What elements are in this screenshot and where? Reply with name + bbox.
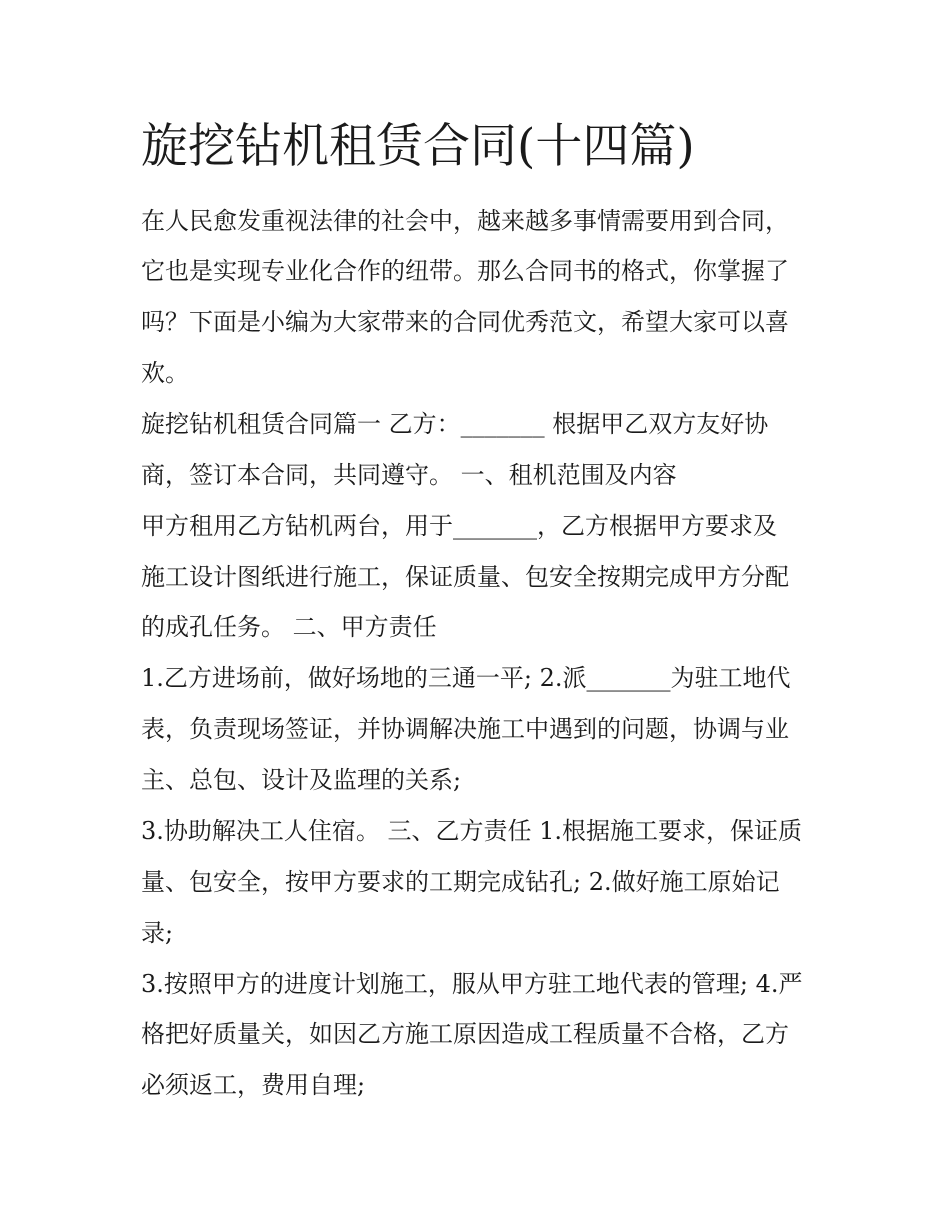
document-title: 旋挖钻机租赁合同(十四篇) [141,119,695,174]
body-line: 甲方租用乙方钻机两台，用于_______，乙方根据甲方要求及 [141,512,777,540]
body-line: 必须返工，费用自理; [141,1071,366,1099]
body-line: 它也是实现专业化合作的纽带。那么合同书的格式，你掌握了 [141,257,789,285]
body-line: 吗？下面是小编为大家带来的合同优秀范文，希望大家可以喜 [141,308,789,336]
body-line: 的成孔任务。 二、甲方责任 [141,613,437,641]
body-line: 欢。 [141,359,189,387]
body-line: 商，签订本合同，共同遵守。 一、租机范围及内容 [141,461,677,489]
body-line: 表，负责现场签证，并协调解决施工中遇到的问题，协调与业 [141,715,789,743]
body-line: 在人民愈发重视法律的社会中，越来越多事情需要用到合同， [141,207,789,235]
body-line: 录; [141,919,174,947]
body-line: 主、总包、设计及监理的关系; [141,766,462,794]
body-line: 施工设计图纸进行施工，保证质量、包安全按期完成甲方分配 [141,563,789,591]
body-line: 3.协助解决工人住宿。 三、乙方责任 1.根据施工要求，保证质 [141,817,803,845]
body-line: 量、包安全，按甲方要求的工期完成钻孔; 2.做好施工原始记 [141,868,780,896]
body-line: 3.按照甲方的进度计划施工，服从甲方驻工地代表的管理; 4.严 [141,970,803,998]
body-line: 旋挖钻机租赁合同篇一 乙方：_______ 根据甲乙双方友好协 [141,410,769,438]
body-line: 1.乙方进场前，做好场地的三通一平; 2.派_______为驻工地代 [141,664,791,692]
body-line: 格把好质量关，如因乙方施工原因造成工程质量不合格，乙方 [141,1020,789,1048]
